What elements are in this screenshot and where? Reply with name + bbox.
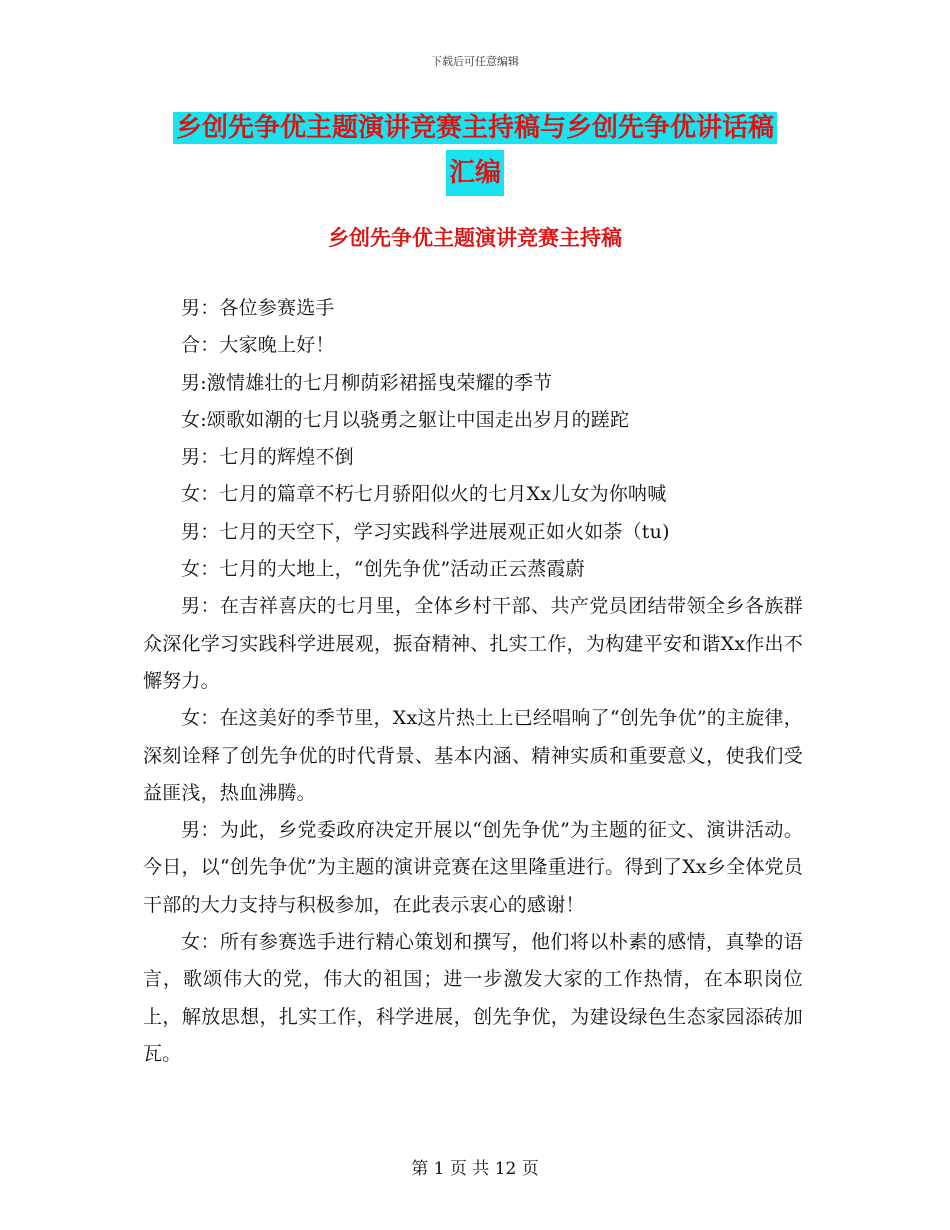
paragraph: 男：七月的天空下，学习实践科学进展观正如火如荼（tu) [181,520,670,543]
paragraph: 男：七月的辉煌不倒 [181,446,354,469]
document-title [0,106,950,196]
header-note: 下载后可任意编辑 [431,55,519,68]
page-footer: 第 1 页 共 12 页 [411,1159,539,1179]
section-title: 乡创先争优主题演讲竞赛主持稿 [328,226,622,250]
paragraph: 男：在吉祥喜庆的七月里，全体乡村干部、共产党员团结带领全乡各族群众深化学习实践科学进展观，振奋精神、扎实工作，为构建平安和谐Xx作出不懈努力。 [143,595,803,692]
paragraph: 女：七月的大地上，“创先争优”活动正云蒸霞蔚 [181,558,585,581]
paragraph: 男:激情雄壮的七月柳荫彩裙摇曳荣耀的季节 [181,371,553,394]
paragraph: 女:颂歌如潮的七月以骁勇之躯让中国走出岁月的蹉跎 [181,408,630,431]
title-line-1: 乡创先争优主题演讲竞赛主持稿与乡创先争优讲话稿 [173,112,777,144]
paragraph: 合：大家晚上好！ [181,334,335,357]
paragraph: 男：为此，乡党委政府决定开展以“创先争优”为主题的征文、演讲活动。今日，以“创先争优”为主题的演讲竞赛在这里隆重进行。得到了Xx乡全体党员干部的大力支持与积极参加，在此表示衷心的感谢！ [143,819,803,916]
title-line-2: 汇编 [446,150,504,196]
paragraph: 女：所有参赛选手进行精心策划和撰写，他们将以朴素的感情，真挚的语言，歌颂伟大的党，伟大的祖国；进一步激发大家的工作热情，在本职岗位上，解放思想，扎实工作，科学进展，创先争优，为建设绿色生态家园添砖加瓦。 [143,931,803,1065]
paragraph: 男：各位参赛选手 [181,297,335,319]
paragraph: 女：在这美好的季节里，Xx这片热土上已经唱响了“创先争优”的主旋律，深刻诠释了创先争优的时代背景、基本内涵、精神实质和重要意义，使我们受益匪浅，热血沸腾。 [143,707,803,804]
paragraph: 女：七月的篇章不朽七月骄阳似火的七月Xx儿女为你呐喊 [181,483,667,506]
document-body [143,290,803,1073]
